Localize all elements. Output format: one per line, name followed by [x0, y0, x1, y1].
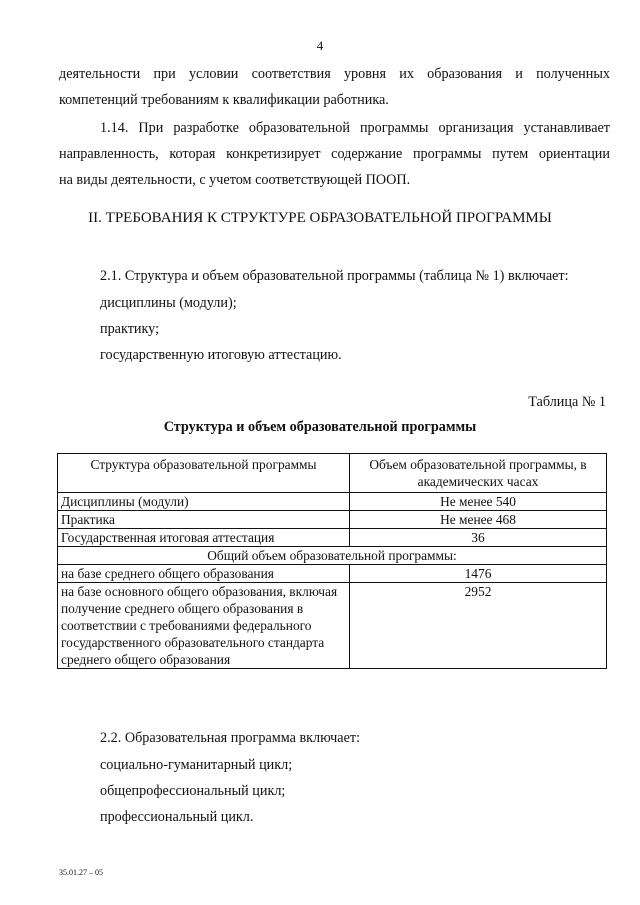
- table-row: [58, 583, 607, 669]
- list-item: практику;: [100, 321, 160, 337]
- para-2-2-lead: 2.2. Образовательная программа включает:: [100, 730, 361, 746]
- table-header-row: [58, 454, 607, 493]
- list-item: дисциплины (модули);: [100, 295, 237, 311]
- row-value: Не менее 540: [350, 493, 607, 511]
- table-caption: Таблица № 1: [528, 394, 606, 410]
- table-title: Структура и объем образовательной программы: [163, 419, 477, 435]
- table-row: [58, 565, 607, 583]
- intro-line-1: деятельности при условии соответствия уровня их образования и полученных: [59, 66, 610, 82]
- structure-table: [57, 453, 607, 669]
- table-row: [58, 493, 607, 511]
- table-total-header-row: [58, 547, 607, 565]
- table-row: [58, 529, 607, 547]
- row-label: Государственная итоговая аттестация: [58, 529, 350, 547]
- list-item: профессиональный цикл.: [100, 809, 254, 825]
- footer-code: 35.01.27 – 05: [59, 868, 103, 877]
- section-heading: II. ТРЕБОВАНИЯ К СТРУКТУРЕ ОБРАЗОВАТЕЛЬНОЙ ПРОГРАММЫ: [88, 210, 552, 226]
- table-row: [58, 511, 607, 529]
- row-value: 2952: [350, 583, 607, 669]
- para-1-14-line-2: направленность, которая конкретизирует содержание программы путем ориентации: [59, 146, 610, 162]
- table-header-volume: Объем образовательной программы, в академических часах: [350, 454, 607, 493]
- row-value: 36: [350, 529, 607, 547]
- total-volume-label: Общий объем образовательной программы:: [58, 547, 607, 565]
- list-item: социально-гуманитарный цикл;: [100, 757, 293, 773]
- para-2-1-lead: 2.1. Структура и объем образовательной программы (таблица № 1) включает:: [100, 268, 569, 284]
- page-number: 4: [316, 38, 324, 53]
- row-label: Практика: [58, 511, 350, 529]
- row-label: на базе среднего общего образования: [58, 565, 350, 583]
- row-value: Не менее 468: [350, 511, 607, 529]
- list-item: общепрофессиональный цикл;: [100, 783, 286, 799]
- row-value: 1476: [350, 565, 607, 583]
- para-1-14-line-3: на виды деятельности, с учетом соответствующей ПООП.: [59, 172, 411, 188]
- table-header-structure: Структура образовательной программы: [58, 454, 350, 493]
- list-item: государственную итоговую аттестацию.: [100, 347, 342, 363]
- intro-line-2: компетенций требованиям к квалификации работника.: [59, 92, 389, 108]
- row-label: Дисциплины (модули): [58, 493, 350, 511]
- para-1-14-line-1: 1.14. При разработке образовательной программы организация устанавливает: [100, 120, 610, 136]
- row-label: на базе основного общего образования, включая получение среднего общего образования в соответствии с требованиями федерального государственного образовательного стандарта среднего общего образования: [58, 583, 350, 669]
